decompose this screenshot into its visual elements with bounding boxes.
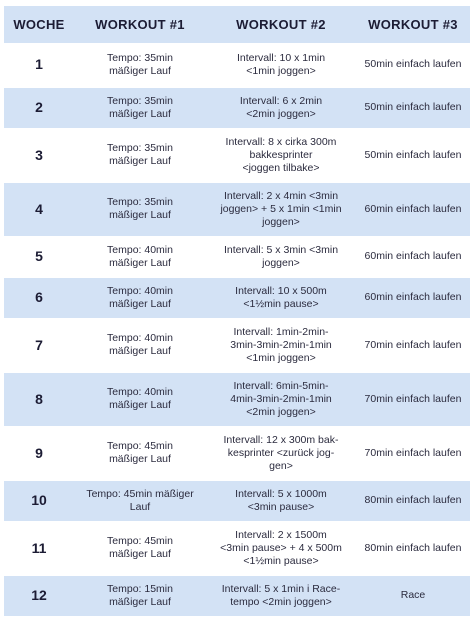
cell-line: Intervall: 10 x 500m (235, 284, 327, 297)
cell-line: <2min joggen> (246, 107, 316, 120)
cell-line: mäßiger Lauf (109, 453, 171, 465)
table-row (4, 521, 470, 575)
cell-line: Intervall: 5 x 1min i Race- (221, 582, 341, 595)
workout-2-cell (206, 277, 356, 318)
cell-line: bakkesprinter (249, 148, 313, 161)
table-row (4, 575, 470, 616)
table-row (4, 318, 470, 372)
cell-line: mäßiger Lauf (109, 595, 171, 608)
workout-2-cell (206, 43, 356, 87)
table-row (4, 43, 470, 87)
workout-2-cell (206, 372, 356, 426)
cell-line: <1min joggen> (246, 64, 316, 77)
cell-line: 50min einfach laufen (364, 58, 462, 71)
week-number: 6 (4, 277, 74, 318)
cell-line: Tempo: 40min (107, 332, 173, 344)
cell-line: Intervall: 5 x 3min <3min (223, 243, 339, 256)
cell-line: 80min einfach laufen (364, 541, 462, 554)
week-number: 8 (4, 372, 74, 426)
cell-line: <1½min pause> (243, 297, 319, 310)
table-row (4, 236, 470, 277)
cell-line: Tempo: 45min (107, 440, 173, 452)
workout-2-cell (206, 236, 356, 277)
workout-3-cell (356, 318, 470, 372)
cell-line: Intervall: 12 x 300m bak- (223, 433, 339, 446)
table-row (4, 277, 470, 318)
workout-1-cell (74, 277, 206, 318)
workout-2-cell (206, 480, 356, 521)
cell-line: 50min einfach laufen (364, 101, 462, 113)
cell-line: 70min einfach laufen (364, 338, 462, 351)
cell-line: Tempo: 15min (107, 582, 173, 595)
workout-3-cell (356, 182, 470, 236)
cell-line: Tempo: 45min (107, 535, 173, 547)
cell-line: Tempo: 35min (107, 51, 173, 64)
cell-line: 3min-3min-2min-1min (230, 338, 332, 351)
week-number: 11 (4, 521, 74, 575)
workout-1-cell (74, 575, 206, 616)
workout-2-cell (206, 575, 356, 616)
workout-3-cell (356, 426, 470, 480)
week-number: 2 (4, 87, 74, 128)
workout-3-cell (356, 236, 470, 277)
workout-1-cell (74, 426, 206, 480)
cell-line: <3min pause> + 4 x 500m (220, 541, 342, 554)
workout-2-cell (206, 521, 356, 575)
workout-1-cell (74, 521, 206, 575)
workout-2-cell (206, 318, 356, 372)
workout-1-cell (74, 43, 206, 87)
workout-3-cell (356, 521, 470, 575)
cell-line: joggen> + 5 x 1min <1min (220, 202, 342, 215)
cell-line: Intervall: 10 x 1min (236, 51, 326, 64)
workout-1-cell (74, 182, 206, 236)
cell-line: Race (400, 589, 426, 601)
cell-line: Tempo: 35min (107, 142, 173, 154)
workout-3-cell (356, 43, 470, 87)
cell-line: mäßiger Lauf (109, 64, 171, 77)
workout-3-cell (356, 480, 470, 521)
table-row (4, 87, 470, 128)
table-row (4, 372, 470, 426)
workout-1-cell (74, 480, 206, 521)
cell-line: Intervall: 2 x 1500m (235, 528, 327, 541)
cell-line: 70min einfach laufen (364, 392, 462, 405)
workout-1-cell (74, 318, 206, 372)
cell-line: mäßiger Lauf (109, 548, 171, 560)
week-number: 7 (4, 318, 74, 372)
cell-line: kesprinter <zurück jog- (227, 446, 335, 459)
workout-3-cell (356, 372, 470, 426)
workout-2-cell (206, 426, 356, 480)
week-number: 9 (4, 426, 74, 480)
cell-line: tempo <2min joggen> (230, 595, 332, 608)
cell-line: <3min pause> (247, 500, 315, 513)
week-number: 12 (4, 575, 74, 616)
cell-line: 50min einfach laufen (364, 148, 462, 161)
week-number: 10 (4, 480, 74, 521)
cell-line: Intervall: 2 x 4min <3min (223, 189, 339, 202)
table-row (4, 480, 470, 521)
cell-line: 4min-3min-2min-1min (230, 392, 332, 405)
cell-line: Intervall: 6min-5min- (233, 379, 329, 392)
workout-3-cell (356, 277, 470, 318)
workout-1-cell (74, 87, 206, 128)
cell-line: Intervall: 5 x 1000m (235, 487, 327, 500)
table-row (4, 426, 470, 480)
cell-line: mäßiger Lauf (109, 107, 171, 120)
cell-line: mäßiger Lauf (109, 345, 171, 357)
workout-1-cell (74, 128, 206, 182)
workout-1-cell (74, 372, 206, 426)
cell-line: 80min einfach laufen (364, 494, 462, 506)
header-workout-2: WORKOUT #2 (206, 6, 356, 43)
week-number: 5 (4, 236, 74, 277)
table-row (4, 182, 470, 236)
cell-line: Intervall: 6 x 2min (239, 94, 323, 107)
cell-line: mäßiger Lauf (109, 155, 171, 167)
cell-line: mäßiger Lauf (109, 399, 171, 411)
cell-line: 60min einfach laufen (364, 291, 462, 303)
header-workout-1: WORKOUT #1 (74, 6, 206, 43)
workout-1-cell (74, 236, 206, 277)
cell-line: Tempo: 40min (107, 243, 173, 256)
training-plan (4, 6, 470, 617)
cell-line: <2min joggen> (246, 405, 316, 418)
workout-2-cell (206, 87, 356, 128)
cell-line: gen> (269, 459, 293, 472)
workout-3-cell (356, 575, 470, 616)
week-number: 4 (4, 182, 74, 236)
week-number: 1 (4, 43, 74, 87)
workout-2-cell (206, 128, 356, 182)
cell-line: Lauf (129, 500, 151, 513)
cell-line: Tempo: 35min (107, 94, 173, 107)
cell-line: Tempo: 40min (107, 284, 173, 297)
header-woche: WOCHE (4, 6, 74, 43)
table-row (4, 128, 470, 182)
cell-line: joggen> (262, 215, 300, 228)
training-table (4, 6, 470, 617)
cell-line: Tempo: 45min mäßiger (86, 487, 194, 500)
cell-line: joggen> (262, 256, 300, 269)
cell-line: mäßiger Lauf (109, 256, 171, 269)
workout-2-cell (206, 182, 356, 236)
cell-line: Tempo: 35min (107, 196, 173, 208)
cell-line: 60min einfach laufen (364, 202, 462, 215)
workout-3-cell (356, 128, 470, 182)
workout-3-cell (356, 87, 470, 128)
cell-line: <1½min pause> (243, 554, 319, 567)
cell-line: Tempo: 40min (107, 386, 173, 398)
cell-line: mäßiger Lauf (109, 297, 171, 310)
header-workout-3: WORKOUT #3 (356, 6, 470, 43)
table-header-row (4, 6, 470, 43)
week-number: 3 (4, 128, 74, 182)
cell-line: 70min einfach laufen (364, 446, 462, 459)
cell-line: Intervall: 1min-2min- (233, 325, 329, 338)
cell-line: 60min einfach laufen (364, 250, 462, 262)
cell-line: <1min joggen> (246, 351, 316, 364)
cell-line: Intervall: 8 x cirka 300m (225, 135, 337, 148)
cell-line: mäßiger Lauf (109, 209, 171, 221)
cell-line: <joggen tilbake> (242, 161, 320, 174)
